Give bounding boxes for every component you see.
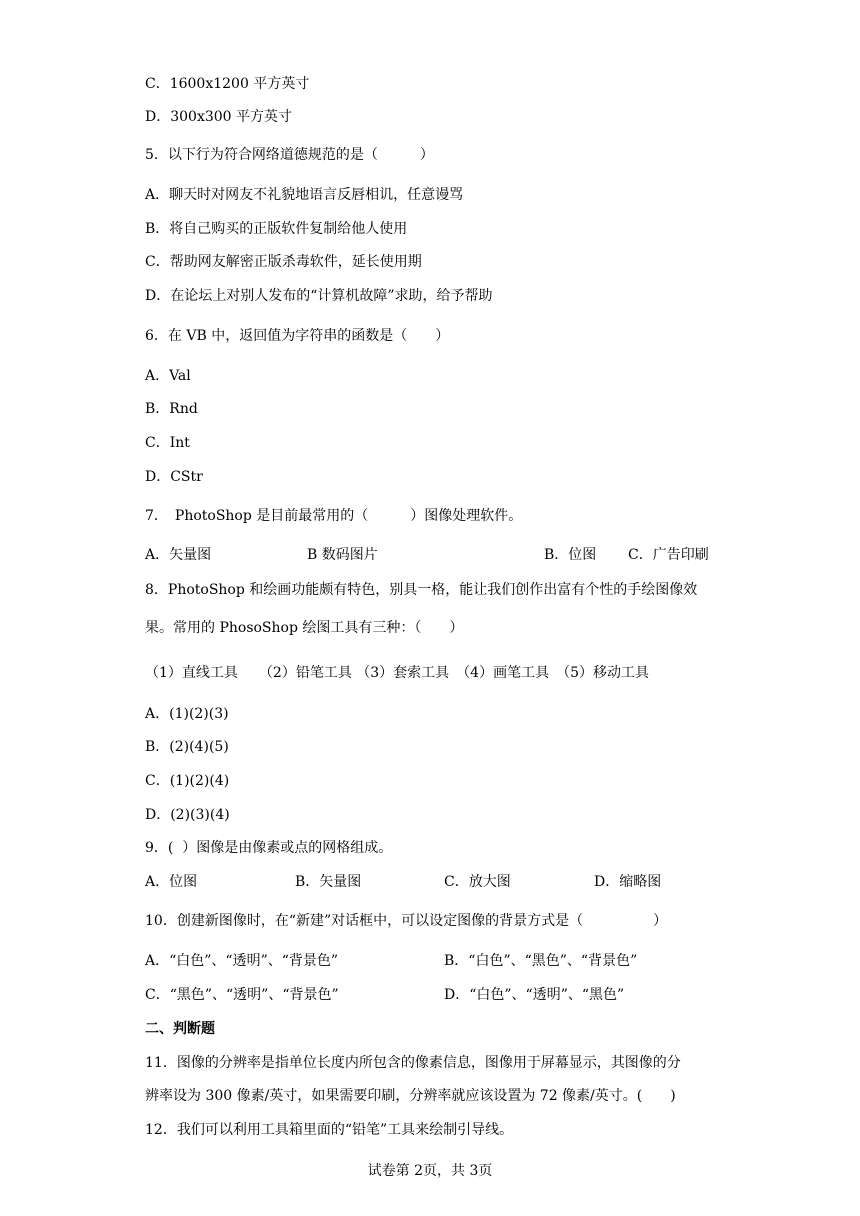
q11-stem-line1: 11．图像的分辨率是指单位长度内所包含的像素信息，图像用于屏幕显示，其图像的分 bbox=[145, 1055, 681, 1071]
q6-option-d: D．CStr bbox=[145, 469, 203, 485]
q6-option-a: A．Val bbox=[145, 368, 191, 384]
q7-option-c: B．位图 bbox=[544, 547, 597, 563]
q7-option-a: A．矢量图 bbox=[145, 547, 212, 563]
q9-option-b: B．矢量图 bbox=[295, 874, 362, 890]
q5-option-c: C．帮助网友解密正版杀毒软件，延长使用期 bbox=[145, 254, 422, 270]
q8-tools-list: （1）直线工具 （2）铅笔工具 （3）套索工具 （4）画笔工具 （5）移动工具 bbox=[145, 665, 649, 681]
q8-option-c: C．(1)(2)(4) bbox=[145, 773, 230, 789]
q10-option-b: B．“白色”、“黑色”、“背景色” bbox=[444, 953, 638, 969]
q8-stem-line2: 果。常用的 PhosoShop 绘图工具有三种：（ ） bbox=[145, 620, 464, 636]
q7-stem: 7． PhotoShop 是目前最常用的（ ）图像处理软件。 bbox=[145, 508, 523, 524]
q4-option-c: C．1600x1200 平方英寸 bbox=[145, 76, 310, 92]
q11-stem-line2: 辨率设为 300 像素/英寸，如果需要印刷，分辨率就应该设置为 72 像素/英寸。( ) bbox=[145, 1088, 676, 1104]
q5-stem: 5．以下行为符合网络道德规范的是（ ） bbox=[145, 147, 434, 163]
q10-stem: 10．创建新图像时，在“新建”对话框中，可以设定图像的背景方式是（ ） bbox=[145, 913, 668, 929]
q12-stem: 12．我们可以利用工具箱里面的“铅笔”工具来绘制引导线。 bbox=[145, 1122, 514, 1138]
q6-option-c: C．Int bbox=[145, 435, 190, 451]
q5-option-b: B．将自己购买的正版软件复制给他人使用 bbox=[145, 221, 408, 237]
q5-option-a: A．聊天时对网友不礼貌地语言反唇相讥，任意谩骂 bbox=[145, 187, 464, 203]
q9-stem: 9．( ）图像是由像素或点的网格组成。 bbox=[145, 840, 393, 856]
section-heading-true-false: 二、判断题 bbox=[145, 1021, 215, 1037]
q10-option-a: A．“白色”、“透明”、“背景色” bbox=[145, 953, 339, 969]
q10-option-c: C．“黑色”、“透明”、“背景色” bbox=[145, 987, 339, 1003]
q6-option-b: B．Rnd bbox=[145, 401, 198, 417]
q7-option-b: B 数码图片 bbox=[307, 547, 378, 563]
q8-option-d: D．(2)(3)(4) bbox=[145, 807, 230, 823]
q9-option-d: D．缩略图 bbox=[594, 874, 662, 890]
q6-stem: 6．在 VB 中，返回值为字符串的函数是（ ） bbox=[145, 328, 450, 344]
q9-option-a: A．位图 bbox=[145, 874, 198, 890]
q9-option-c: C．放大图 bbox=[444, 874, 511, 890]
q7-option-d: C．广告印刷 bbox=[628, 547, 709, 563]
q8-stem-line1: 8．PhotoShop 和绘画功能颇有特色，别具一格，能让我们创作出富有个性的手绘图像效 bbox=[145, 582, 698, 598]
q5-option-d: D．在论坛上对别人发布的“计算机故障”求助，给予帮助 bbox=[145, 288, 493, 304]
q8-option-a: A．(1)(2)(3) bbox=[145, 706, 229, 722]
page-footer: 试卷第 2页，共 3页 bbox=[367, 1163, 493, 1179]
q8-option-b: B．(2)(4)(5) bbox=[145, 739, 229, 755]
q10-option-d: D．“白色”、“透明”、“黑色” bbox=[444, 987, 625, 1003]
q4-option-d: D．300x300 平方英寸 bbox=[145, 109, 293, 125]
